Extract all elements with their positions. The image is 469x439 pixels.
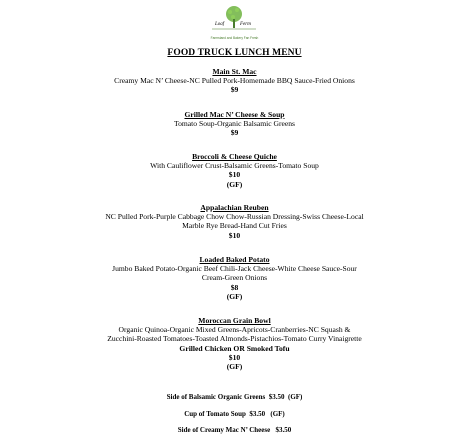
item-description: Organic Quinoa-Organic Mixed Greens-Apricots-Cranberries-NC Squash & [118,325,351,335]
item-name: Moroccan Grain Bowl [198,316,271,325]
menu-item [0,67,469,95]
menu-item [0,110,469,138]
side-item: Side of Creamy Mac N’ Cheese $3.50 [177,426,292,434]
menu-item [0,316,469,371]
menu-item [0,203,469,240]
item-name: Broccoli & Cheese Quiche [192,152,277,161]
item-description-line-2: Zucchini-Roasted Tomatoes-Toasted Almonds-Pistachios-Tomato Curry Vinaigrette [107,334,362,344]
side-item: Side of Balsamic Organic Greens $3.50 (GF) [166,393,303,401]
item-price: $9 [230,128,239,138]
gluten-free-badge: (GF) [226,291,243,301]
item-price: $10 [228,230,241,240]
logo-brand-right: Ferm [240,22,251,27]
logo [206,5,262,39]
logo-brand-left: Loaf [215,22,225,27]
menu-item [0,152,469,189]
item-description-line-2: Marble Rye Bread-Hand Cut Fries [182,221,287,231]
side-item: Cup of Tomato Soup $3.50 (GF) [184,410,285,418]
gluten-free-badge: (GF) [226,179,243,189]
item-price: $8 [230,282,239,292]
item-description: Jumbo Baked Potato-Organic Beef Chili-Jack Cheese-White Cheese Sauce-Sour [112,264,357,274]
menu-item [0,255,469,301]
item-description-line-2: Cream-Green Onions [201,273,268,283]
item-description: With Cauliflower Crust-Balsamic Greens-Tomato Soup [150,161,319,171]
item-name: Appalachian Reuben [200,203,269,212]
menu-title: FOOD TRUCK LUNCH MENU [167,48,302,58]
item-description: NC Pulled Pork-Purple Cabbage Chow Chow-Russian Dressing-Swiss Cheese-Local [105,212,364,222]
item-price: $10 [228,170,241,180]
item-name: Loaded Baked Potato [199,255,270,264]
item-name: Grilled Mac N’ Cheese & Soup [184,110,285,119]
item-protein-option: Grilled Chicken OR Smoked Tofu [179,343,290,353]
item-price: $10 [228,352,241,362]
item-name: Main St. Mac [212,67,257,76]
item-price: $9 [230,85,239,95]
logo-tagline: Farmstand and Bakery Fan Fresh [210,36,259,40]
item-description: Creamy Mac N’ Cheese-NC Pulled Pork-Homemade BBQ Sauce-Fried Onions [114,76,355,86]
item-description: Tomato Soup-Organic Balsamic Greens [173,119,295,129]
gluten-free-badge: (GF) [226,362,243,372]
